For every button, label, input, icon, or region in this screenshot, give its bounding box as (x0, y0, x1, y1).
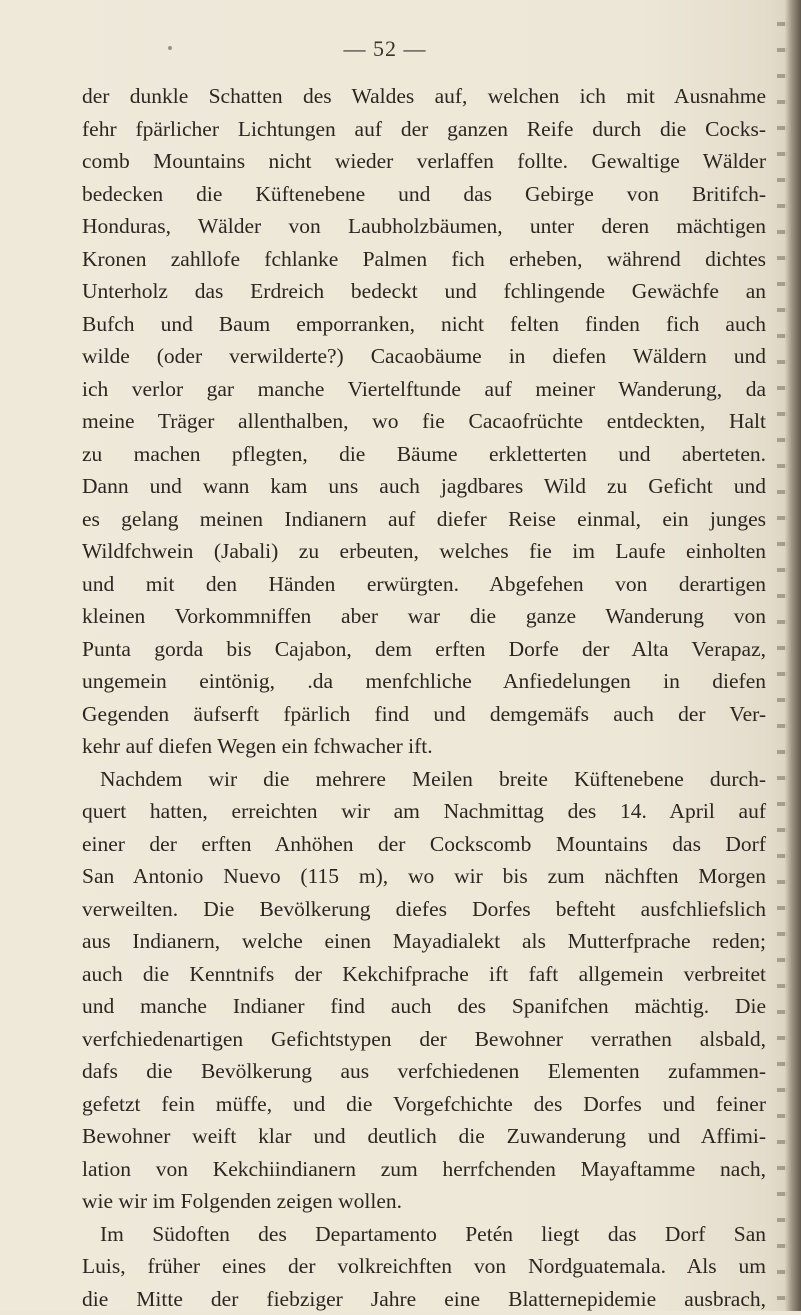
text-line: Kronen zahllofe fchlanke Palmen fich erheben, während dichtes (82, 243, 766, 276)
text-line: der dunkle Schatten des Waldes auf, welchen ich mit Ausnahme (82, 80, 766, 113)
text-line: ich verlor gar manche Viertelftunde auf meiner Wanderung, da (82, 373, 766, 406)
text-line: Punta gorda bis Cajabon, dem erften Dorfe der Alta Verapaz, (82, 633, 766, 666)
text-line: comb Mountains nicht wieder verlaffen follte. Gewaltige Wälder (82, 145, 766, 178)
text-line: ungemein eintönig, .da menfchliche Anfiedelungen in diefen (82, 665, 766, 698)
paper-speck (168, 46, 172, 50)
text-line: und manche Indianer find auch des Spanifchen mächtig. Die (82, 990, 766, 1023)
page-number: — 52 — (0, 36, 770, 62)
text-line: aus Indianern, welche einen Mayadialekt als Mutterfprache reden; (82, 925, 766, 958)
text-line: wilde (oder verwilderte?) Cacaobäume in diefen Wäldern und (82, 340, 766, 373)
text-line: meine Träger allenthalben, wo fie Cacaofrüchte entdeckten, Halt (82, 405, 766, 438)
text-line: Wildfchwein (Jabali) zu erbeuten, welches fie im Laufe einholten (82, 535, 766, 568)
text-line: Honduras, Wälder von Laubholzbäumen, unter deren mächtigen (82, 210, 766, 243)
text-line: es gelang meinen Indianern auf diefer Reise einmal, ein junges (82, 503, 766, 536)
text-line: Dann und wann kam uns auch jagdbares Wild zu Geficht und (82, 470, 766, 503)
text-line: bedecken die Küftenebene und das Gebirge von Britifch- (82, 178, 766, 211)
text-line: kleinen Vorkommniffen aber war die ganze Wanderung von (82, 600, 766, 633)
body-text (82, 80, 766, 1315)
text-line: zu machen pflegten, die Bäume erkletterten und aberteten. (82, 438, 766, 471)
text-line: die Mitte der fiebziger Jahre eine Blatternepidemie ausbrach, (82, 1283, 766, 1315)
text-line: auch die Kenntnifs der Kekchifprache ift faft allgemein verbreitet (82, 958, 766, 991)
text-line: quert hatten, erreichten wir am Nachmittag des 14. April auf (82, 795, 766, 828)
text-line: lation von Kekchiindianern zum herrfchenden Mayaftamme nach, (82, 1153, 766, 1186)
paragraph-start-line: Nachdem wir die mehrere Meilen breite Küftenebene durch- (82, 763, 766, 796)
text-line: kehr auf diefen Wegen ein fchwacher ift. (82, 730, 766, 763)
text-line: einer der erften Anhöhen der Cockscomb Mountains das Dorf (82, 828, 766, 861)
text-line: Bewohner weift klar und deutlich die Zuwanderung und Affimi- (82, 1120, 766, 1153)
text-line: San Antonio Nuevo (115 m), wo wir bis zum nächften Morgen (82, 860, 766, 893)
text-line: Luis, früher eines der volkreichften von Nordguatemala. Als um (82, 1250, 766, 1283)
text-line: fehr fpärlicher Lichtungen auf der ganzen Reife durch die Cocks- (82, 113, 766, 146)
text-line: verweilten. Die Bevölkerung diefes Dorfes befteht ausfchliefslich (82, 893, 766, 926)
text-line: dafs die Bevölkerung aus verfchiedenen Elementen zufammen- (82, 1055, 766, 1088)
paragraph-start-line: Im Südoften des Departamento Petén liegt das Dorf San (82, 1218, 766, 1251)
text-line: verfchiedenartigen Gefichtstypen der Bewohner verrathen alsbald, (82, 1023, 766, 1056)
text-line: Unterholz das Erdreich bedeckt und fchlingende Gewächfe an (82, 275, 766, 308)
text-line: und mit den Händen erwürgten. Abgefehen von derartigen (82, 568, 766, 601)
page-binding-edge (785, 0, 801, 1311)
text-line: wie wir im Folgenden zeigen wollen. (82, 1185, 766, 1218)
text-line: gefetzt fein müffe, und die Vorgefchichte des Dorfes und feiner (82, 1088, 766, 1121)
text-line: Bufch und Baum emporranken, nicht felten finden fich auch (82, 308, 766, 341)
text-line: Gegenden äufserft fpärlich find und demgemäfs auch der Ver- (82, 698, 766, 731)
